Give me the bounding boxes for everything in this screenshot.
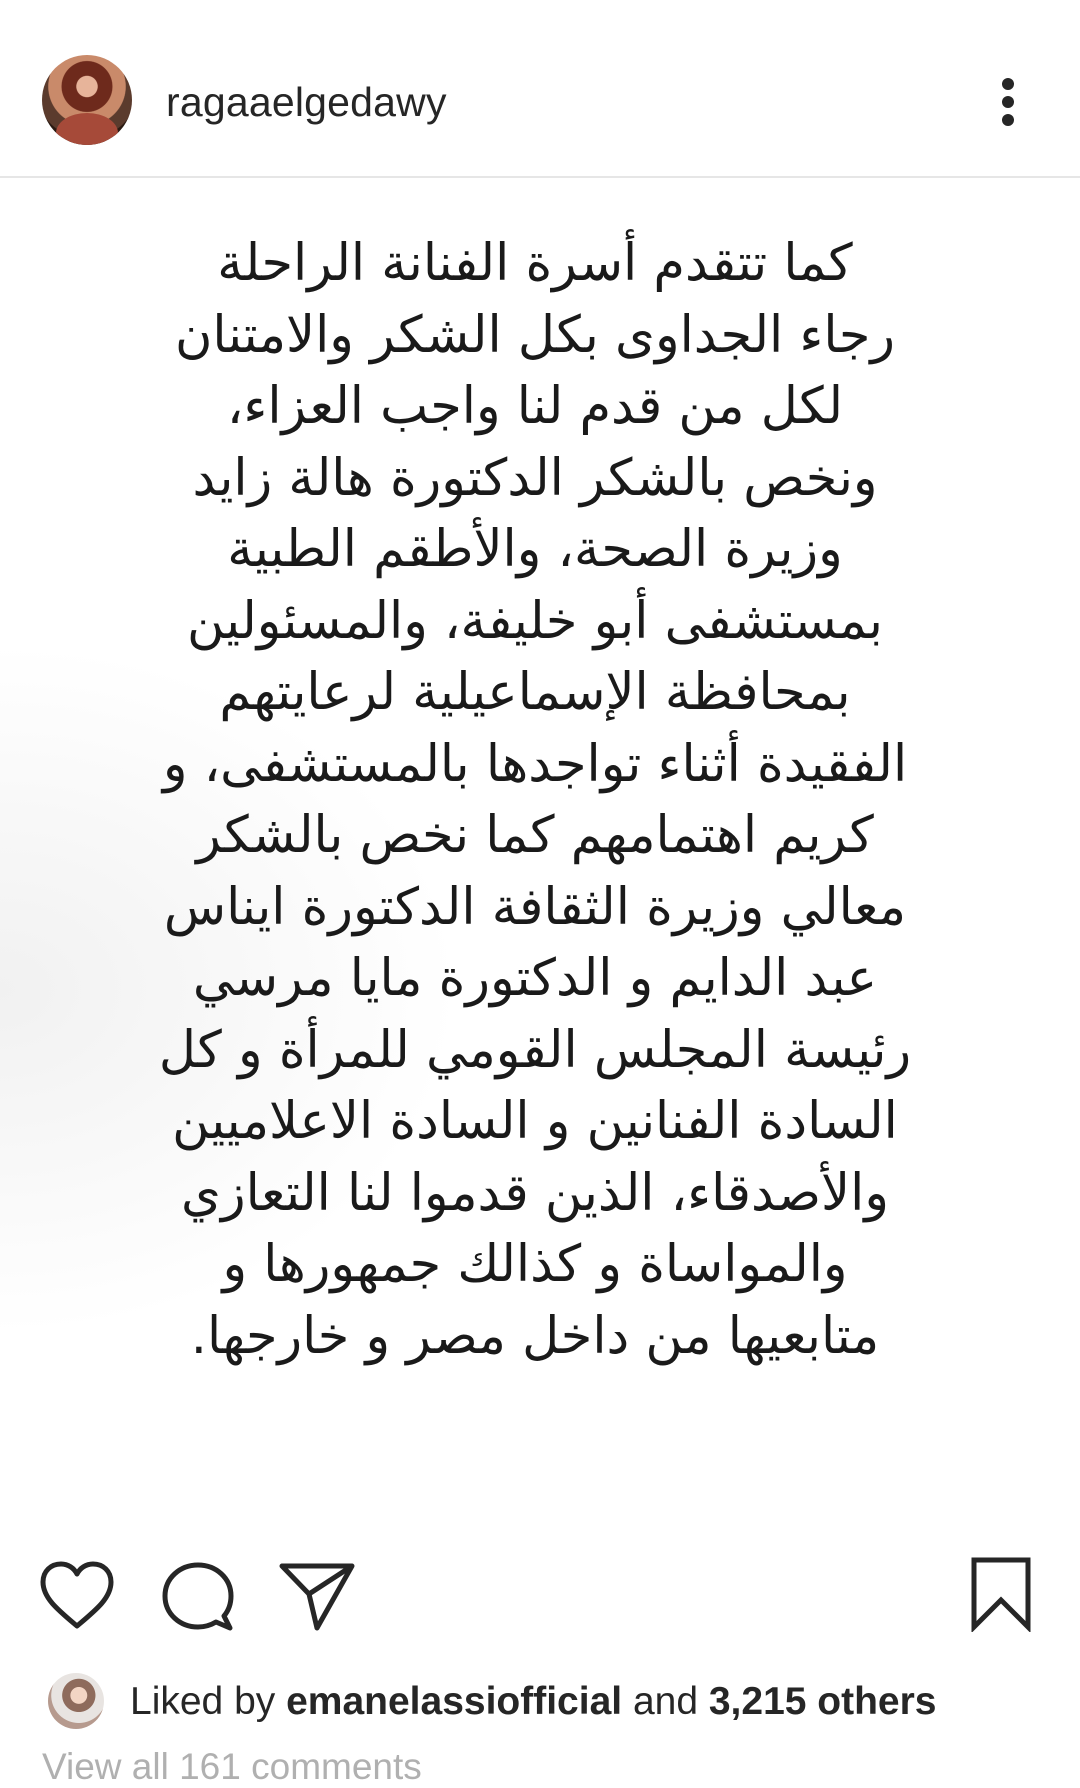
comment-icon bbox=[160, 1560, 236, 1632]
heart-icon bbox=[38, 1560, 116, 1632]
image-text-line: بمستشفى أبو خليفة، والمسئولين bbox=[187, 591, 883, 651]
post-image[interactable] bbox=[0, 178, 1080, 1530]
view-comments-link[interactable]: View all 161 comments bbox=[42, 1746, 422, 1787]
share-button[interactable] bbox=[277, 1560, 357, 1632]
likes-summary bbox=[130, 1680, 936, 1724]
image-text-line: كما تتقدم أسرة الفنانة الراحلة bbox=[217, 234, 853, 293]
image-text-line: والأصدقاء، الذين قدموا لنا التعازي bbox=[181, 1163, 889, 1223]
liker-username[interactable]: emanelassiofficial bbox=[286, 1680, 623, 1723]
image-text-line: رئيسة المجلس القومي للمرأة و كل bbox=[158, 1020, 912, 1080]
image-text-line: عبد الدايم و الدكتورة مايا مرسي bbox=[192, 949, 878, 1008]
likes-row bbox=[0, 1668, 1080, 1738]
image-text-line: بمحافظة الإسماعيلية لرعايتهم bbox=[219, 663, 851, 722]
image-text-line: كريم اهتمامهم كما نخص بالشكر bbox=[196, 806, 874, 865]
post-header bbox=[0, 0, 1080, 178]
image-text-line: لكل من قدم لنا واجب العزاء، bbox=[226, 377, 844, 436]
avatar-figure bbox=[56, 113, 118, 145]
action-bar bbox=[0, 1530, 1080, 1660]
image-text-line: والمواساة و كذالك جمهورها و bbox=[222, 1235, 848, 1294]
likes-others-count[interactable]: 3,215 others bbox=[708, 1680, 937, 1723]
comment-button[interactable] bbox=[160, 1560, 236, 1632]
like-button[interactable] bbox=[38, 1560, 116, 1632]
save-button[interactable] bbox=[968, 1556, 1034, 1632]
likes-joiner: and bbox=[622, 1680, 709, 1723]
image-text-line: السادة الفنانين و السادة الاعلاميين bbox=[172, 1092, 898, 1151]
paper-plane-icon bbox=[277, 1560, 357, 1632]
likes-prefix: Liked by bbox=[130, 1680, 287, 1723]
liker-avatar[interactable] bbox=[48, 1673, 104, 1729]
image-text-line: متابعيها من داخل مصر و خارجها. bbox=[190, 1306, 880, 1366]
bookmark-icon bbox=[968, 1556, 1034, 1632]
more-options-button[interactable] bbox=[984, 70, 1032, 134]
image-text-line: معالي وزيرة الثقافة الدكتورة ايناس bbox=[163, 877, 907, 937]
image-text-line: رجاء الجداوى بكل الشكر والامتنان bbox=[174, 305, 896, 365]
profile-avatar[interactable] bbox=[42, 55, 132, 145]
post-image-text bbox=[120, 228, 950, 1372]
image-text-line: وزيرة الصحة، والأطقم الطبية bbox=[227, 520, 843, 579]
username[interactable]: ragaaelgedawy bbox=[166, 79, 447, 125]
image-text-line: الفقيدة أثناء تواجدها بالمستشفى، و bbox=[162, 734, 908, 794]
image-text-line: ونخص بالشكر الدكتورة هالة زايد bbox=[192, 448, 878, 508]
